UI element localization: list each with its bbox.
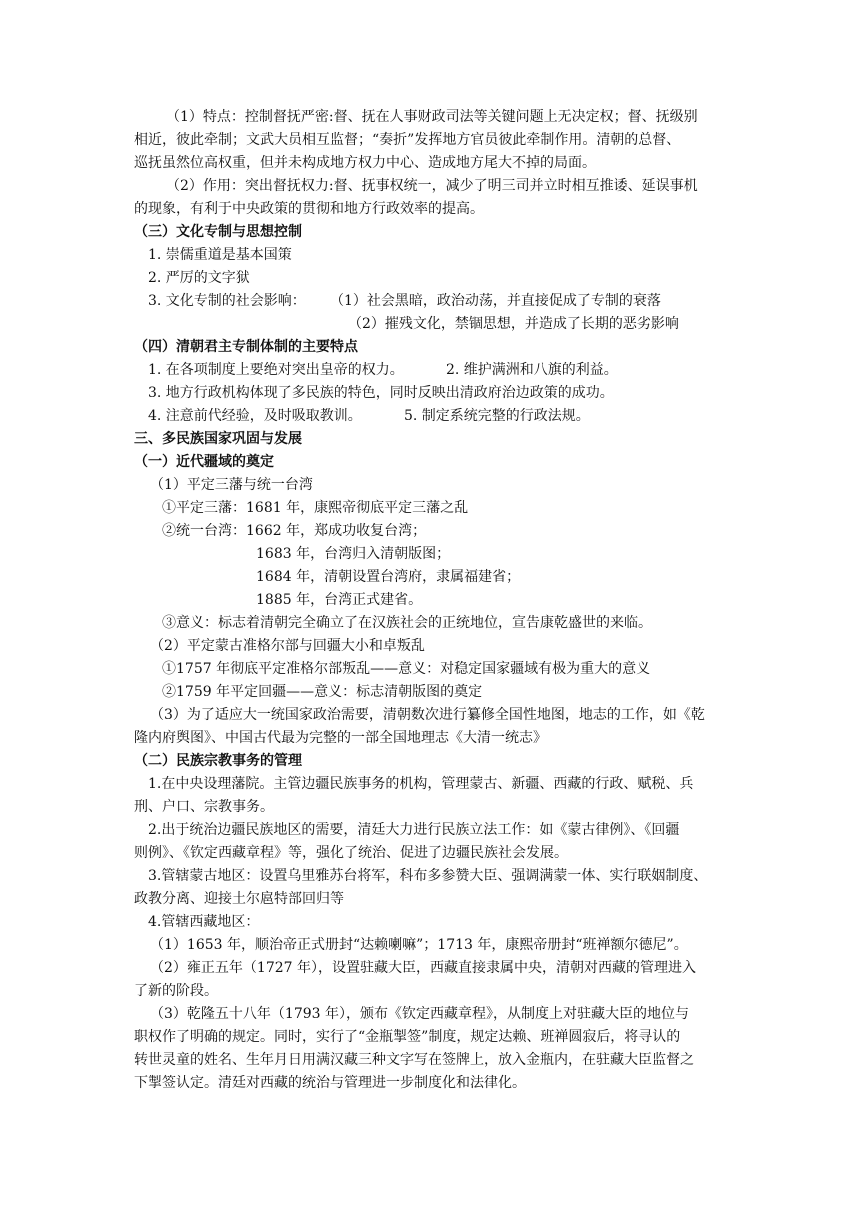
text-line: （1）特点：控制督抚严密:督、抚在人事财政司法等关键问题上无决定权；督、抚级别 [166,109,698,125]
text-line: 了新的阶段。 [134,983,218,999]
list-item: 1. 在各项制度上要绝对突出皇帝的权力。 [148,362,404,378]
list-item: ②1759 年平定回疆——意义：标志清朝版图的奠定 [162,684,483,700]
sub-heading: （2）平定蒙古准格尔部与回疆大小和卓叛乱 [150,638,425,654]
list-item: 1684 年，清朝设置台湾府，隶属福建省； [256,569,521,585]
section-heading: （一）近代疆域的奠定 [134,454,274,470]
list-item: 1683 年，台湾归入清朝版图； [256,546,451,562]
sub-heading: （1）平定三藩与统一台湾 [150,477,313,493]
text-line: 巡抚虽然位高权重，但并未构成地方权力中心、造成地方尾大不掉的局面。 [134,155,596,171]
text-line: 2.出于统治边疆民族地区的需要，清廷大力进行民族立法工作：如《蒙古律例》、《回疆 [148,822,680,838]
text-line: （2）雍正五年（1727 年），设置驻藏大臣，西藏直接隶属中央，清朝对西藏的管理进入 [150,960,696,976]
text-line: （1）1653 年，顺治帝正式册封“达赖喇嘛”；1713 年，康熙帝册封“班禅额尔德尼”。 [150,937,688,953]
sub-item: （1）社会黑暗，政治动荡，并直接促成了专制的衰落 [330,293,661,309]
sub-item: （2）摧残文化，禁锢思想，并造成了长期的恶劣影响 [348,316,679,332]
list-item: 2. 维护满洲和八旗的利益。 [446,362,618,378]
chapter-heading: 三、多民族国家巩固与发展 [134,431,302,447]
list-item: 5. 制定系统完整的行政法规。 [404,408,590,424]
list-item: 1. 崇儒重道是基本国策 [148,247,292,263]
list-item: ②统一台湾：1662 年，郑成功收复台湾； [162,523,427,539]
text-line: 转世灵童的姓名、生年月日用满汉藏三种文字写在签牌上，放入金瓶内，在驻藏大臣监督之 [134,1052,694,1068]
list-item: 4. 注意前代经验，及时吸取教训。 [148,408,362,424]
sub-heading: （3）为了适应大一统国家政治需要，清朝数次进行纂修全国性地图，地志的工作，如《乾 [150,707,705,723]
section-heading: （三）文化专制与思想控制 [134,224,302,240]
list-item: ①平定三藩：1681 年，康熙帝彻底平定三藩之乱 [162,500,469,516]
text-line: （2）作用：突出督抚权力:督、抚事权统一，减少了明三司并立时相互推诿、延误事机 [166,178,698,194]
list-item: ③意义：标志着清朝完全确立了在汉族社会的正统地位，宣告康乾盛世的来临。 [162,615,652,631]
list-item: 3. 文化专制的社会影响： [148,293,306,309]
list-item: 2. 严厉的文字狱 [148,270,250,286]
text-line: 3.管辖蒙古地区：设置乌里雅苏台将军，科布多参赞大臣、强调满蒙一体、实行联姻制度、 [148,868,708,884]
text-line: 则例》、《钦定西藏章程》等，强化了统治、促进了边疆民族社会发展。 [134,845,568,861]
list-item: 1885 年，台湾正式建省。 [256,592,423,608]
list-item: 3. 地方行政机构体现了多民族的特色，同时反映出清政府治边政策的成功。 [148,385,614,401]
list-item: ①1757 年彻底平定准格尔部叛乱——意义：对稳定国家疆域有极为重大的意义 [162,661,651,677]
text-line: 刑、户口、宗教事务。 [134,799,274,815]
section-heading: （二）民族宗教事务的管理 [134,753,302,769]
section-heading: （四）清朝君主专制体制的主要特点 [134,339,358,355]
text-line: 的现象，有利于中央政策的贯彻和地方行政效率的提高。 [134,201,484,217]
text-line: 下掣签认定。清廷对西藏的统治与管理进一步制度化和法律化。 [134,1075,526,1091]
text-line: 职权作了明确的规定。同时，实行了“金瓶掣签”制度，规定达赖、班禅圆寂后，将寻认的 [134,1029,681,1045]
text-line: 隆内府舆图》、中国古代最为完整的一部全国地理志《大清一统志》 [134,730,547,746]
text-line: 1.在中央设理藩院。主管边疆民族事务的机构，管理蒙古、新疆、西藏的行政、赋税、兵 [148,776,694,792]
text-line: 4.管辖西藏地区： [148,914,260,930]
text-line: （3）乾隆五十八年（1793 年），颁布《钦定西藏章程》，从制度上对驻藏大臣的地位与 [150,1006,689,1022]
text-line: 政教分离、迎接土尔扈特部回归等 [134,891,344,907]
text-line: 相近，彼此牵制；文武大员相互监督；“奏折”发挥地方官员彼此牵制作用。清朝的总督、 [134,132,681,148]
